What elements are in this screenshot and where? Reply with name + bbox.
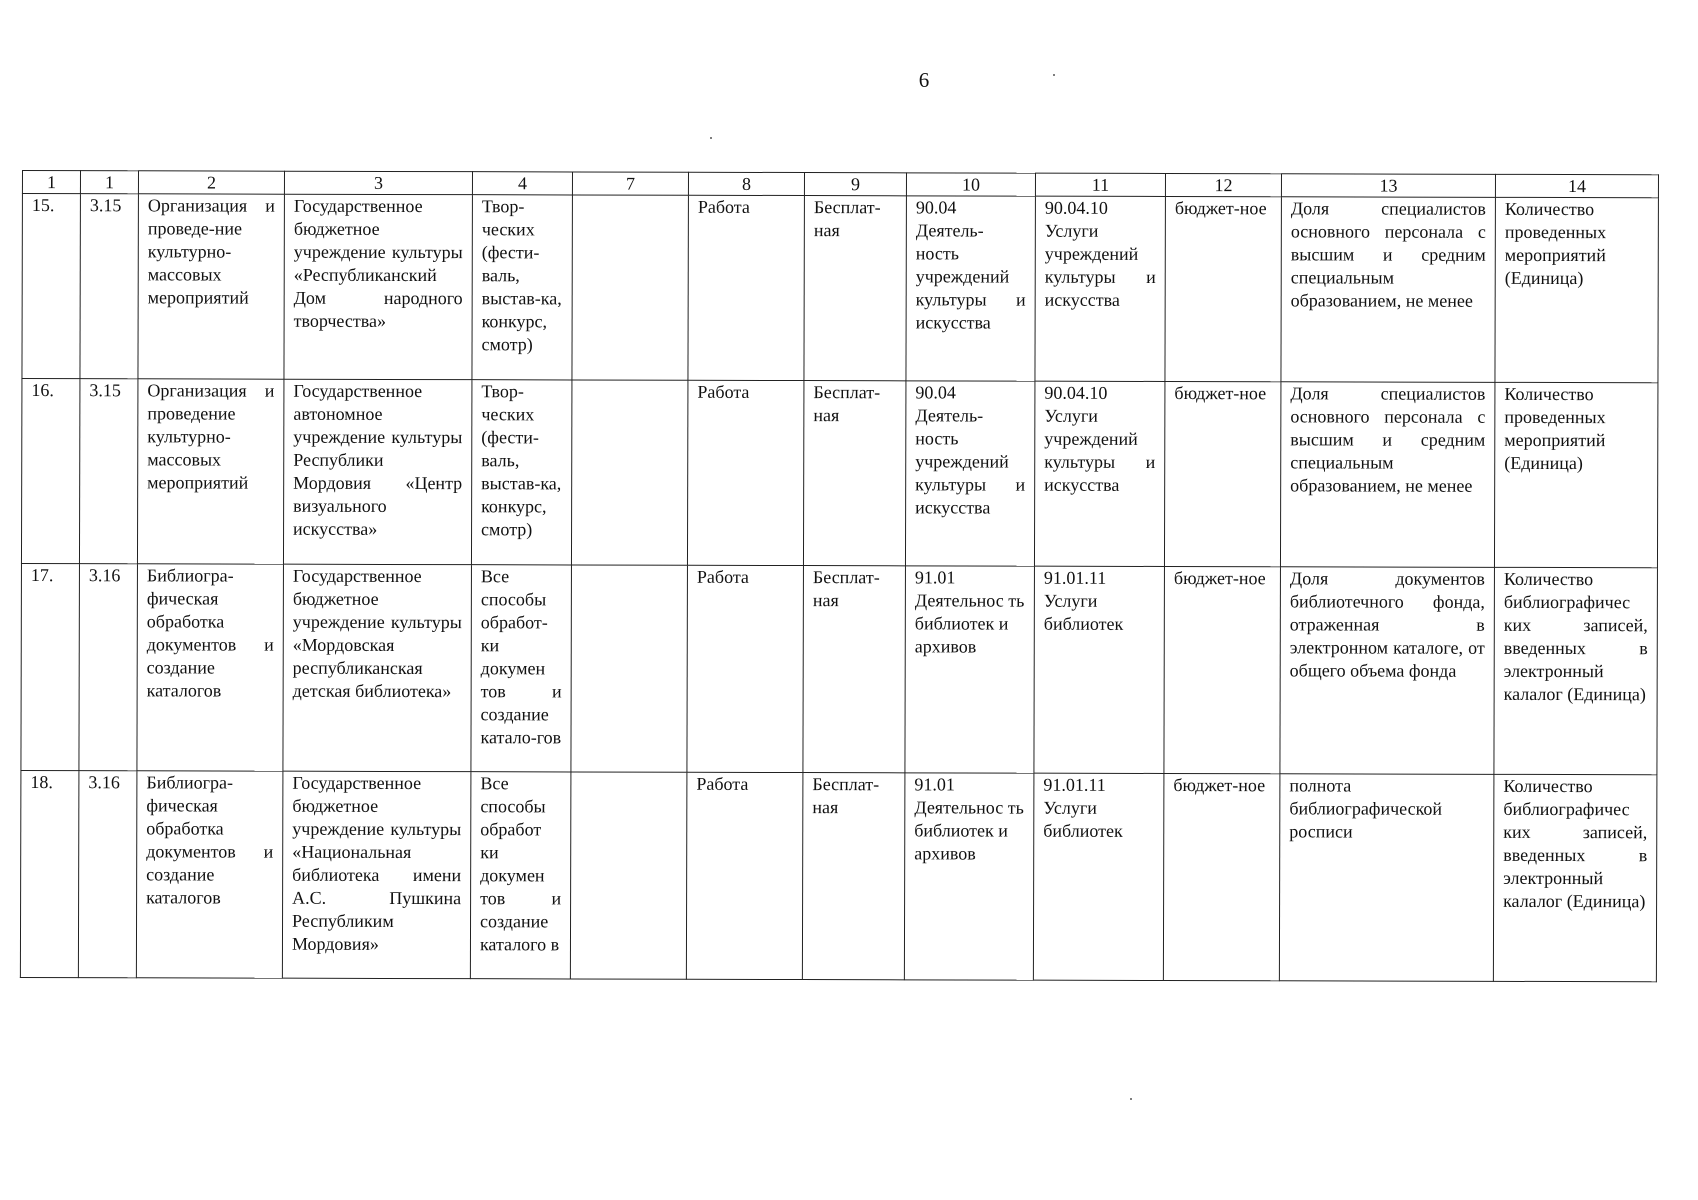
volume-indicator: Количество проведенных мероприятий (Единица) [1495, 197, 1658, 382]
quality-indicator: Доля документов библиотечного фонда, отраженная в электронном каталоге, от общего объема фонда [1280, 567, 1495, 775]
institution-name: Государственное бюджетное учреждение культуры «Республиканский Дом народного творчества» [284, 194, 472, 379]
service-content: Все способы обработ ки докумен тов и создание каталого в [470, 772, 571, 979]
okved-code: 91.01 Деятельнос ть библиотек и архивов [905, 566, 1035, 773]
institution-name: Государственное бюджетное учреждение культуры «Мордовская республиканская детская библиотека» [283, 564, 472, 771]
funding-type: бюджет-ное [1165, 196, 1281, 381]
table-row [21, 379, 1657, 568]
row-number: 16. [21, 379, 79, 564]
service-content: Твор-ческих (фести-валь, выстав-ка, конкурс, смотр) [471, 380, 571, 565]
okpd-code: 90.04.10 Услуги учреждений культуры и искусства [1035, 196, 1165, 381]
row-number: 17. [21, 563, 80, 770]
table-row [22, 194, 1658, 383]
row-number: 15. [22, 194, 80, 379]
header-cell: 1 [22, 171, 80, 194]
payment-type: Бесплат-ная [803, 381, 905, 566]
service-type: Работа [687, 380, 803, 565]
service-content: Твор-ческих (фести-валь, выстав-ка, конкурс, смотр) [472, 195, 572, 380]
header-cell: 14 [1495, 174, 1658, 197]
row-number: 18. [20, 770, 79, 977]
column-7 [571, 380, 687, 565]
service-content: Все способы обработ-ки докумен тов и создание катало-гов [471, 565, 572, 772]
service-type: Работа [686, 772, 803, 979]
table-row [21, 563, 1658, 774]
service-code: 3.16 [79, 564, 138, 771]
header-cell: 11 [1035, 173, 1165, 196]
header-cell: 8 [688, 172, 804, 195]
header-cell: 7 [572, 172, 688, 195]
header-cell: 3 [284, 171, 472, 194]
service-name: Организация и проведе-ние культурно-массовых мероприятий [138, 194, 284, 379]
header-cell: 12 [1165, 173, 1281, 196]
okved-code: 90.04 Деятель-ность учреждений культуры и искусства [905, 381, 1034, 566]
okpd-code: 91.01.11 Услуги библиотек [1034, 566, 1165, 773]
volume-indicator: Количество проведенных мероприятий (Единица) [1494, 382, 1657, 567]
okpd-code: 91.01.11 Услуги библиотек [1033, 773, 1164, 980]
column-7 [571, 565, 688, 772]
column-7 [570, 772, 687, 979]
scan-speck [1130, 1098, 1132, 1100]
quality-indicator: Доля специалистов основного персонала с высшим и средним специальным образованием, не менее [1280, 382, 1494, 568]
payment-type: Бесплат-ная [803, 566, 906, 773]
quality-indicator: Доля специалистов основного персонала с высшим и средним специальным образованием, не менее [1281, 197, 1495, 383]
service-type: Работа [687, 565, 804, 772]
service-type: Работа [688, 195, 804, 380]
payment-type: Бесплат-ная [802, 773, 905, 980]
payment-type: Бесплат-ная [804, 196, 906, 381]
scan-speck [710, 137, 712, 139]
register-table [20, 170, 1659, 982]
service-code: 3.15 [80, 194, 138, 379]
column-7 [572, 195, 688, 380]
header-cell: 13 [1281, 174, 1495, 198]
header-cell: 9 [804, 173, 906, 196]
header-cell: 2 [138, 171, 284, 194]
institution-name: Государственное автономное учреждение культуры Республики Мордовия «Центр визуального искусства» [283, 379, 471, 564]
funding-type: бюджет-ное [1164, 381, 1280, 566]
okved-code: 91.01 Деятельнос ть библиотек и архивов [904, 773, 1034, 980]
quality-indicator: полнота библиографической росписи [1279, 774, 1494, 982]
okpd-code: 90.04.10 Услуги учреждений культуры и искусства [1034, 381, 1164, 566]
service-name: Организация и проведение культурно-массовых мероприятий [137, 379, 283, 564]
header-cell: 1 [80, 171, 138, 194]
funding-type: бюджет-ное [1164, 566, 1281, 773]
service-code: 3.15 [79, 379, 137, 564]
header-cell: 10 [906, 173, 1035, 196]
volume-indicator: Количество библиографичес ких записей, введенных в электронный калалог (Единица) [1493, 774, 1657, 981]
service-code: 3.16 [78, 771, 137, 978]
header-cell: 4 [472, 172, 572, 195]
volume-indicator: Количество библиографичес ких записей, введенных в электронный калалог (Единица) [1494, 567, 1658, 774]
service-name: Библиогра-фическая обработка документов и создание каталогов [137, 564, 284, 771]
page-number: 6 [918, 68, 930, 92]
scan-speck [1053, 74, 1055, 76]
funding-type: бюджет-ное [1163, 773, 1280, 980]
table-row [20, 770, 1657, 981]
service-name: Библиогра-фическая обработка документов и создание каталогов [136, 771, 283, 978]
institution-name: Государственное бюджетное учреждение культуры «Национальная библиотека имени А.С. Пушкина Республиким Мордовия» [282, 771, 471, 978]
okved-code: 90.04 Деятель-ность учреждений культуры и искусства [906, 196, 1035, 381]
